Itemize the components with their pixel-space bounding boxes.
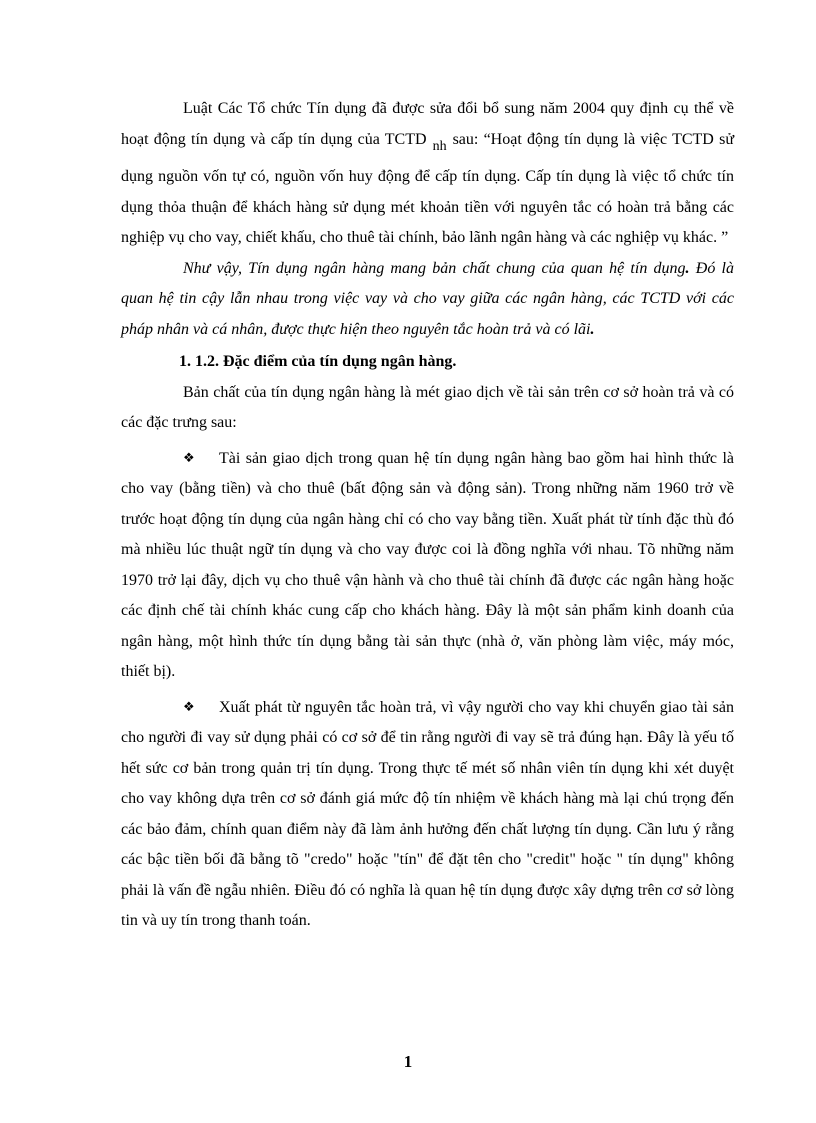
section-heading: 1. 1.2. Đặc điểm của tín dụng ngân hàng. xyxy=(179,353,457,370)
summary-bold-dot: . xyxy=(685,259,690,277)
bullet-text: Xuất phát từ nguyên tắc hoàn trả, vì vậy người cho vay khi chuyển giao tài sản cho người đi vay sử dụng phải có cơ sở để tin rằng người đi vay sẽ trả đúng hạn. Đây là yếu tố hết sức cơ bản trong quản trị tín dụng. Trong thực tế mét số nhân viên tín dụng khi xét duyệt cho vay không dựa trên cơ sở đánh giá mức độ tín nhiệm về khách hàng mà lại chú trọng đến các bảo đảm, chính quan điểm này đã làm ảnh hưởng đến chất lượng tín dụng. Cần lưu ý rằng các bậc tiền bối đã bằng tõ "credo" hoặc "tín" để đặt tên cho "credit" hoặc " tín dụng" không phải là vấn đề ngẫu nhiên. Điều đó có nghĩa là quan hệ tín dụng được xây dựng trên cơ sở lòng tin và uy tín trong thanh toán. xyxy=(121,698,734,929)
bullet-item-asset xyxy=(121,443,734,688)
paragraph-summary xyxy=(121,254,734,346)
summary-text-b: Đó là quan hệ tin cậy lẫn nhau trong việc vay và cho vay giữa các ngân hàng, các TCTD với các pháp nhân và cá nhân, được thực hiện theo nguyên tắc hoàn trả và có lãi xyxy=(121,259,735,338)
paragraph-text: Luật Các Tổ chức Tín dụng đã được sửa đổi bổ sung năm 2004 quy định cụ thể về hoạt động tín dụng và cấp tín dụng của TCTD xyxy=(121,100,734,148)
document-body xyxy=(121,94,734,937)
paragraph-text: sau: “Hoạt động tín dụng là việc TCTD sử dụng nguồn vốn tự có, nguồn vốn huy động để cấp tín dụng. Cấp tín dụng là việc tổ chức tín dụng thỏa thuận để khách hàng sử dụng mét khoản tiền với nguyên tắc có hoàn trả bằng các nghiệp vụ cho vay, chiết khấu, cho thuê tài chính, bảo lãnh ngân hàng và các nghiệp vụ khác. ” xyxy=(121,130,734,246)
diamond-bullet-icon: ❖ xyxy=(183,698,195,714)
paragraph-nature: Bản chất của tín dụng ngân hàng là mét giao dịch về tài sản trên cơ sở hoàn trả và có các đặc trưng sau: xyxy=(121,383,734,431)
summary-text-a: Như vậy, Tín dụng ngân hàng mang bản chất chung của quan hệ tín dụng xyxy=(183,259,686,277)
summary-end-dot: . xyxy=(590,320,595,338)
diamond-bullet-icon: ❖ xyxy=(183,449,195,465)
subscript-text: nh xyxy=(432,138,447,154)
bullet-text: Tài sản giao dịch trong quan hệ tín dụng ngân hàng bao gồm hai hình thức là cho vay (bằng tiền) và cho thuê (bất động sản và động sản). Trong những năm 1960 trở về trước hoạt động tín dụng của ngân hàng chỉ có cho vay bằng tiền. Xuất phát từ tính đặc thù đó mà nhiều lúc thuật ngữ tín dụng và cho vay được coi là đồng nghĩa với nhau. Tõ những năm 1970 trở lại đây, dịch vụ cho thuê vận hành và cho thuê tài chính đã được các ngân hàng hoặc các định chế tài chính khác cung cấp cho khách hàng. Đây là một sản phẩm kinh doanh của ngân hàng, một hình thức tín dụng bằng tài sản thực (nhà ở, văn phòng làm việc, máy móc, thiết bị). xyxy=(121,449,734,680)
page-number: 1 xyxy=(403,1052,413,1071)
paragraph-law-definition xyxy=(121,94,734,254)
bullet-item-repayment xyxy=(121,692,734,937)
